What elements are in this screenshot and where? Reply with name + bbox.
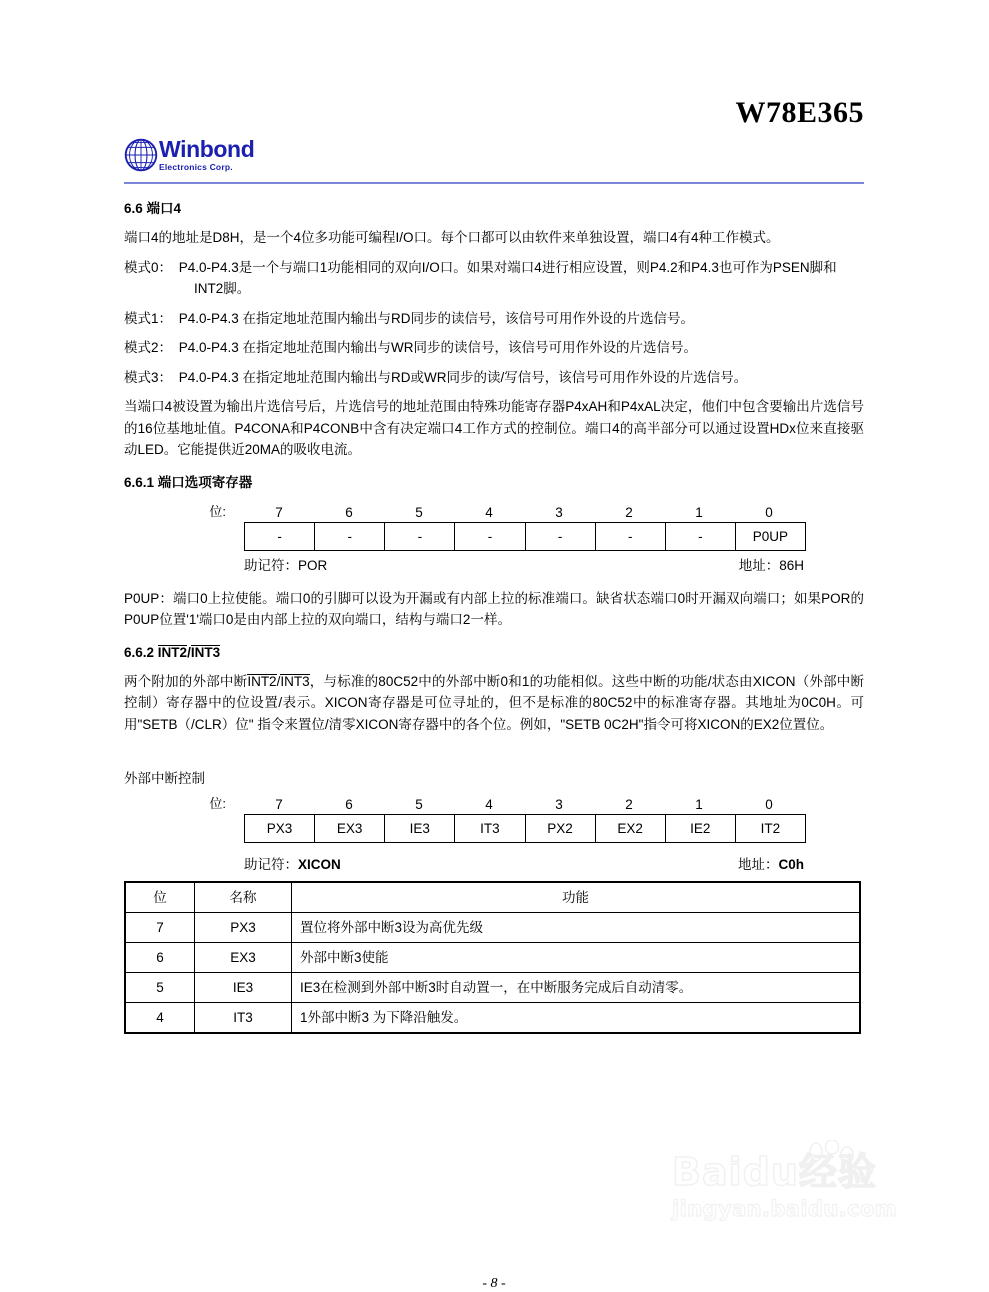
spacer <box>124 743 864 769</box>
xicon-bit-cell: EX2 <box>596 815 666 842</box>
por-bit-number: 6 <box>345 504 353 520</box>
xicon-bit-cell: PX3 <box>245 815 315 842</box>
xicon-register-meta <box>244 855 804 875</box>
paragraph-remainder: ，与标准的80C52中的外部中断0和1的功能相似。这些中断的功能/状态由XICON（外部中断控制）寄存器中的位设置/表示。XICON寄存器是可位寻址的，但不是标准的80C52中的标准寄存器。其地址为0C0H。可用"SETB（/CLR）位" 指令来置位/清零XICON寄存器中的各个位。例如，"SETB 0C2H"指令可将XICON的EX2位置位。 <box>124 673 865 732</box>
xicon-bit-cell: PX2 <box>526 815 596 842</box>
page-title: W78E365 <box>735 96 864 129</box>
cell-function: 置位将外部中断3设为高优先级 <box>292 913 861 943</box>
por-mnemonic-value: POR <box>298 557 328 573</box>
cell-function: IE3在检测到外部中断3时自动置一，在中断服务完成后自动清零。 <box>292 973 861 1003</box>
cell-bit: 7 <box>125 913 195 943</box>
cell-bit: 4 <box>125 1003 195 1034</box>
por-bit-number: 7 <box>275 504 283 520</box>
section-6-6-2-number: 6.6.2 <box>124 644 155 660</box>
xicon-bit-number: 2 <box>625 797 633 812</box>
baidu-watermark <box>672 1150 972 1260</box>
table-row <box>125 913 860 943</box>
section-6-6-2-paragraph <box>124 671 864 736</box>
xicon-bit-number: 4 <box>485 797 493 812</box>
winbond-logo <box>124 138 254 172</box>
por-bit-numbers <box>244 505 804 520</box>
inline-separator: / <box>276 673 281 689</box>
xicon-bit-number: 7 <box>275 797 283 812</box>
xicon-address-value: C0h <box>778 857 804 872</box>
por-address <box>739 556 804 576</box>
mode-0-description: 模式0： P4.0-P4.3是一个与端口1功能相同的双向I/O口。如果对端口4进行相应设置，则P4.2和P4.3也可作为PSEN脚和INT2脚。 <box>124 259 837 296</box>
header-divider <box>124 182 864 184</box>
xicon-bit-number: 5 <box>415 797 423 812</box>
xicon-bit-cells <box>244 814 806 843</box>
mode-1-description: 模式1： P4.0-P4.3 在指定地址范围内输出与RD同步的读信号，该信号可用作外设的片选信号。 <box>124 310 695 326</box>
section-heading-6-6-1: 6.6.1 端口选项寄存器 <box>124 474 253 490</box>
watermark-main-text: Baidu经验 <box>672 1150 877 1194</box>
mode-2-description: 模式2： P4.0-P4.3 在指定地址范围内输出与WR同步的读信号，该信号可用作外设的片选信号。 <box>124 340 698 355</box>
section-heading-6-6-2 <box>124 644 864 662</box>
section-heading-6-6: 6.6 端口4 <box>124 201 182 216</box>
por-bit-number: 5 <box>415 504 423 520</box>
xicon-address <box>738 855 804 875</box>
xicon-bit-numbers <box>244 797 804 812</box>
cell-name: PX3 <box>195 913 292 943</box>
cell-bit: 6 <box>125 943 195 973</box>
column-header-function: 功能 <box>292 882 861 913</box>
por-bit-number: 0 <box>765 504 773 520</box>
cell-name: EX3 <box>195 943 292 973</box>
column-header-name: 名称 <box>195 882 292 913</box>
table-header-row <box>125 882 860 913</box>
xicon-diagram-caption: 外部中断控制 <box>124 771 205 786</box>
heading-separator: / <box>187 644 191 660</box>
por-bit-cell: - <box>315 523 385 550</box>
logo-subtitle: Electronics Corp. <box>159 162 233 172</box>
xicon-bit-cell: IE2 <box>666 815 736 842</box>
xicon-bit-cell: IE3 <box>385 815 455 842</box>
por-address-value: 86H <box>779 557 804 573</box>
por-bit-number: 3 <box>555 504 563 520</box>
cell-function: 外部中断3使能 <box>292 943 861 973</box>
xicon-bit-header <box>124 793 864 812</box>
p0up-description: P0UP：端口0上拉使能。端口0的引脚可以设为开漏或有内部上拉的标准端口。缺省状态端口0时开漏双向端口；如果POR的P0UP位置'1'端口0是由内部上拉的双向端口，结构与端口2一样。 <box>124 590 864 627</box>
cell-name: IT3 <box>195 1003 292 1034</box>
por-mnemonic-label: 助记符： <box>244 557 298 573</box>
paragraph-prefix: 两个附加的外部中断 <box>124 673 248 689</box>
xicon-bit-number: 0 <box>765 797 773 812</box>
xicon-bit-number: 3 <box>555 797 563 812</box>
section-6-6-paragraph-2: 当端口4被设置为输出片选信号后，片选信号的地址范围由特殊功能寄存器P4xAH和P4xAL决定，他们中包含要输出片选信号的16位基地址值。P4CONA和P4CONB中含有决定端口4工作方式的控制位。端口4的高半部分可以通过设置HDx位来直接驱动LED。它能提供近20MA的吸收电流。 <box>124 399 864 457</box>
xicon-bit-cell: IT2 <box>760 821 781 836</box>
por-bit-cell: - <box>245 523 315 550</box>
page-number: - 8 - <box>482 1276 506 1291</box>
table-row <box>125 943 860 973</box>
por-bit-cell: - <box>596 523 666 550</box>
por-bit-header <box>124 501 864 520</box>
por-bit-number: 4 <box>485 504 493 520</box>
por-bit-label: 位: <box>209 503 226 519</box>
xicon-bit-function-table <box>124 881 861 1034</box>
table-row <box>125 1003 860 1034</box>
paw-icon <box>802 1140 856 1174</box>
xicon-bit-cell: IT3 <box>455 815 525 842</box>
por-bit-cell: - <box>455 523 525 550</box>
xicon-bit-cell: EX3 <box>315 815 385 842</box>
por-bit-number: 2 <box>625 504 633 520</box>
por-register-diagram <box>124 501 864 576</box>
int3-overline-heading: INT3 <box>190 644 221 660</box>
por-bit-number: 1 <box>695 504 703 520</box>
por-bit-cells <box>244 522 806 551</box>
logo-text <box>159 138 254 172</box>
int2-overline-inline: INT2 <box>247 673 277 689</box>
xicon-mnemonic-label: 助记符： <box>244 857 298 872</box>
int2-overline-heading: INT2 <box>157 644 188 660</box>
watermark-sub-text: jingyan.baidu.com <box>672 1197 898 1221</box>
xicon-mnemonic-value: XICON <box>298 857 341 872</box>
por-register-meta <box>244 556 804 576</box>
mode-3-description: 模式3： P4.0-P4.3 在指定地址范围内输出与RD或WR同步的读/写信号，该信号可用作外设的片选信号。 <box>124 369 748 385</box>
cell-bit: 5 <box>125 973 195 1003</box>
por-bit-cell: - <box>666 523 736 550</box>
xicon-address-label: 地址： <box>737 857 779 872</box>
xicon-bit-number: 6 <box>345 797 353 812</box>
xicon-mnemonic <box>244 855 738 875</box>
por-bit-cell: - <box>385 523 455 550</box>
xicon-bit-number: 1 <box>695 797 703 812</box>
cell-name: IE3 <box>195 973 292 1003</box>
por-mnemonic <box>244 556 739 576</box>
section-6-6-paragraph-1: 端口4的地址是D8H，是一个4位多功能可编程I/O口。每个口都可以由软件来单独设置，端口4有4种工作模式。 <box>124 230 780 245</box>
por-address-label: 地址： <box>738 557 780 573</box>
int3-overline-inline: INT3 <box>280 673 310 689</box>
xicon-register-diagram <box>124 793 864 875</box>
globe-icon <box>124 138 158 172</box>
por-bit-cell: - <box>526 523 596 550</box>
logo-row <box>124 136 864 180</box>
column-header-bit: 位 <box>125 882 195 913</box>
logo-wordmark: Winbond <box>159 136 255 162</box>
xicon-bit-label: 位: <box>209 796 226 811</box>
cell-function: 1外部中断3 为下降沿触发。 <box>292 1003 861 1034</box>
table-row <box>125 973 860 1003</box>
por-bit-cell: P0UP <box>752 528 789 544</box>
